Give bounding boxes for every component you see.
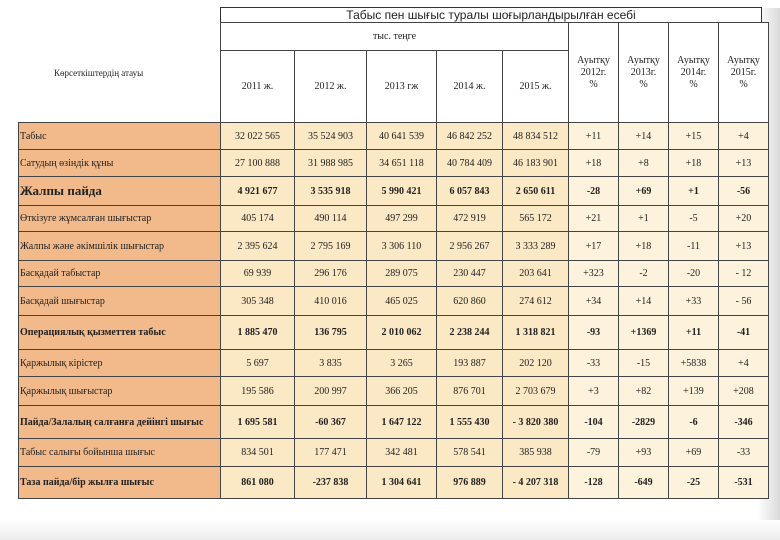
value-cell: 3 535 918: [295, 177, 367, 206]
value-cell: 342 481: [367, 439, 437, 467]
value-cell: 3 306 110: [367, 232, 437, 261]
value-cell: 46 842 252: [437, 123, 503, 150]
table-row: [19, 206, 769, 232]
value-cell: 2 238 244: [437, 316, 503, 350]
percent-cell: +14: [619, 287, 669, 316]
value-cell: 40 641 539: [367, 123, 437, 150]
value-cell: 410 016: [295, 287, 367, 316]
value-cell: 2 650 611: [503, 177, 569, 206]
value-cell: 296 176: [295, 261, 367, 287]
percent-cell: +8: [619, 150, 669, 177]
value-cell: 305 348: [221, 287, 295, 316]
indicator-header-label: Көрсеткіштердің атауы: [54, 68, 144, 78]
percent-cell: -93: [569, 316, 619, 350]
value-cell: 1 318 821: [503, 316, 569, 350]
value-cell: 620 860: [437, 287, 503, 316]
percent-cell: +82: [619, 377, 669, 406]
row-label: Қаржылық кірістер: [19, 350, 221, 377]
year-2011-header: 2011 ж.: [221, 51, 295, 123]
year-2012-header: 2012 ж.: [295, 51, 367, 123]
table-row: [19, 467, 769, 499]
percent-cell: +4: [719, 350, 769, 377]
percent-cell: -128: [569, 467, 619, 499]
value-cell: 976 889: [437, 467, 503, 499]
table-row: [19, 316, 769, 350]
percent-cell: -79: [569, 439, 619, 467]
percent-cell: +17: [569, 232, 619, 261]
value-cell: 472 919: [437, 206, 503, 232]
value-cell: 1 555 430: [437, 406, 503, 439]
percent-cell: -346: [719, 406, 769, 439]
percent-cell: +139: [669, 377, 719, 406]
value-cell: 405 174: [221, 206, 295, 232]
value-cell: - 3 820 380: [503, 406, 569, 439]
delta-2014-header: Ауытқу 2014г. %: [669, 23, 719, 123]
value-cell: 195 586: [221, 377, 295, 406]
value-cell: 3 835: [295, 350, 367, 377]
table-row: [19, 287, 769, 316]
value-cell: - 4 207 318: [503, 467, 569, 499]
value-cell: 200 997: [295, 377, 367, 406]
table-row: [19, 123, 769, 150]
value-cell: -237 838: [295, 467, 367, 499]
percent-cell: +21: [569, 206, 619, 232]
value-cell: -60 367: [295, 406, 367, 439]
row-label: Жалпы және әкімшілік шығыстар: [19, 232, 221, 261]
percent-cell: +5838: [669, 350, 719, 377]
value-cell: 203 641: [503, 261, 569, 287]
value-cell: 289 075: [367, 261, 437, 287]
value-cell: 230 447: [437, 261, 503, 287]
value-cell: 465 025: [367, 287, 437, 316]
year-2015-header: 2015 ж.: [503, 51, 569, 123]
percent-cell: -33: [719, 439, 769, 467]
value-cell: 2 703 679: [503, 377, 569, 406]
percent-cell: +18: [569, 150, 619, 177]
value-cell: 834 501: [221, 439, 295, 467]
value-cell: 274 612: [503, 287, 569, 316]
percent-cell: -649: [619, 467, 669, 499]
table-row: [19, 350, 769, 377]
report-title: Табыс пен шығыс туралы шоғырландырылған есебі: [220, 7, 762, 23]
value-cell: 3 333 289: [503, 232, 569, 261]
table-row: [19, 150, 769, 177]
value-cell: 1 695 581: [221, 406, 295, 439]
slide-shadow-bottom: [0, 520, 780, 540]
percent-cell: +1: [619, 206, 669, 232]
header-row-unit: [19, 23, 769, 51]
table-row: [19, 177, 769, 206]
row-label: Өткізуге жұмсалған шығыстар: [19, 206, 221, 232]
value-cell: 490 114: [295, 206, 367, 232]
percent-cell: -56: [719, 177, 769, 206]
percent-cell: +15: [669, 123, 719, 150]
income-statement-table: [18, 22, 769, 499]
value-cell: 2 395 624: [221, 232, 295, 261]
percent-cell: +93: [619, 439, 669, 467]
value-cell: 861 080: [221, 467, 295, 499]
percent-cell: -6: [669, 406, 719, 439]
delta-2013-header: Ауытқу 2013г. %: [619, 23, 669, 123]
row-label: Таза пайда/бір жылға шығыс: [19, 467, 221, 499]
percent-cell: +1369: [619, 316, 669, 350]
table-row: [19, 377, 769, 406]
value-cell: 6 057 843: [437, 177, 503, 206]
row-label: Қаржылық шығыстар: [19, 377, 221, 406]
row-label: Басқадай табыстар: [19, 261, 221, 287]
percent-cell: +4: [719, 123, 769, 150]
percent-cell: -2: [619, 261, 669, 287]
table-row: [19, 232, 769, 261]
percent-cell: -104: [569, 406, 619, 439]
value-cell: 34 651 118: [367, 150, 437, 177]
value-cell: 35 524 903: [295, 123, 367, 150]
value-cell: 31 988 985: [295, 150, 367, 177]
value-cell: 3 265: [367, 350, 437, 377]
percent-cell: +14: [619, 123, 669, 150]
percent-cell: +18: [619, 232, 669, 261]
percent-cell: +11: [569, 123, 619, 150]
percent-cell: -25: [669, 467, 719, 499]
percent-cell: -531: [719, 467, 769, 499]
value-cell: 1 304 641: [367, 467, 437, 499]
percent-cell: -41: [719, 316, 769, 350]
value-cell: 48 834 512: [503, 123, 569, 150]
delta-2015-header: Ауытқу 2015г. %: [719, 23, 769, 123]
percent-cell: +34: [569, 287, 619, 316]
value-cell: 2 795 169: [295, 232, 367, 261]
percent-cell: +1: [669, 177, 719, 206]
percent-cell: +13: [719, 150, 769, 177]
percent-cell: - 56: [719, 287, 769, 316]
percent-cell: -5: [669, 206, 719, 232]
row-label: Сатудың өзіндік құны: [19, 150, 221, 177]
percent-cell: +13: [719, 232, 769, 261]
value-cell: 202 120: [503, 350, 569, 377]
delta-2012-header: Ауытқу 2012г. %: [569, 23, 619, 123]
value-cell: 1 647 122: [367, 406, 437, 439]
percent-cell: +69: [669, 439, 719, 467]
year-2013-header: 2013 гж: [367, 51, 437, 123]
percent-cell: - 12: [719, 261, 769, 287]
value-cell: 876 701: [437, 377, 503, 406]
row-label: Жалпы пайда: [19, 177, 221, 206]
value-cell: 1 885 470: [221, 316, 295, 350]
percent-cell: -2829: [619, 406, 669, 439]
value-cell: 578 541: [437, 439, 503, 467]
value-cell: 497 299: [367, 206, 437, 232]
percent-cell: +33: [669, 287, 719, 316]
percent-cell: -33: [569, 350, 619, 377]
percent-cell: +323: [569, 261, 619, 287]
table-row: [19, 406, 769, 439]
value-cell: 565 172: [503, 206, 569, 232]
percent-cell: -20: [669, 261, 719, 287]
row-label: Пайда/Залалың салғанға дейінгі шығыс: [19, 406, 221, 439]
percent-cell: -28: [569, 177, 619, 206]
table-row: [19, 439, 769, 467]
value-cell: 46 183 901: [503, 150, 569, 177]
row-label: Операциялық қызметтен табыс: [19, 316, 221, 350]
value-cell: 5 697: [221, 350, 295, 377]
unit-cell: тыс. теңге: [221, 23, 569, 51]
value-cell: 2 956 267: [437, 232, 503, 261]
percent-cell: -11: [669, 232, 719, 261]
value-cell: 385 938: [503, 439, 569, 467]
value-cell: 5 990 421: [367, 177, 437, 206]
value-cell: 136 795: [295, 316, 367, 350]
row-label: Басқадай шығыстар: [19, 287, 221, 316]
value-cell: 4 921 677: [221, 177, 295, 206]
year-2014-header: 2014 ж.: [437, 51, 503, 123]
value-cell: 2 010 062: [367, 316, 437, 350]
row-label: Табыс салығы бойынша шығыс: [19, 439, 221, 467]
value-cell: 27 100 888: [221, 150, 295, 177]
table-row: [19, 261, 769, 287]
percent-cell: +208: [719, 377, 769, 406]
value-cell: 177 471: [295, 439, 367, 467]
row-label: Табыс: [19, 123, 221, 150]
percent-cell: -15: [619, 350, 669, 377]
percent-cell: +69: [619, 177, 669, 206]
value-cell: 193 887: [437, 350, 503, 377]
percent-cell: +20: [719, 206, 769, 232]
value-cell: 69 939: [221, 261, 295, 287]
value-cell: 366 205: [367, 377, 437, 406]
percent-cell: +3: [569, 377, 619, 406]
value-cell: 40 784 409: [437, 150, 503, 177]
value-cell: 32 022 565: [221, 123, 295, 150]
percent-cell: +11: [669, 316, 719, 350]
percent-cell: +18: [669, 150, 719, 177]
